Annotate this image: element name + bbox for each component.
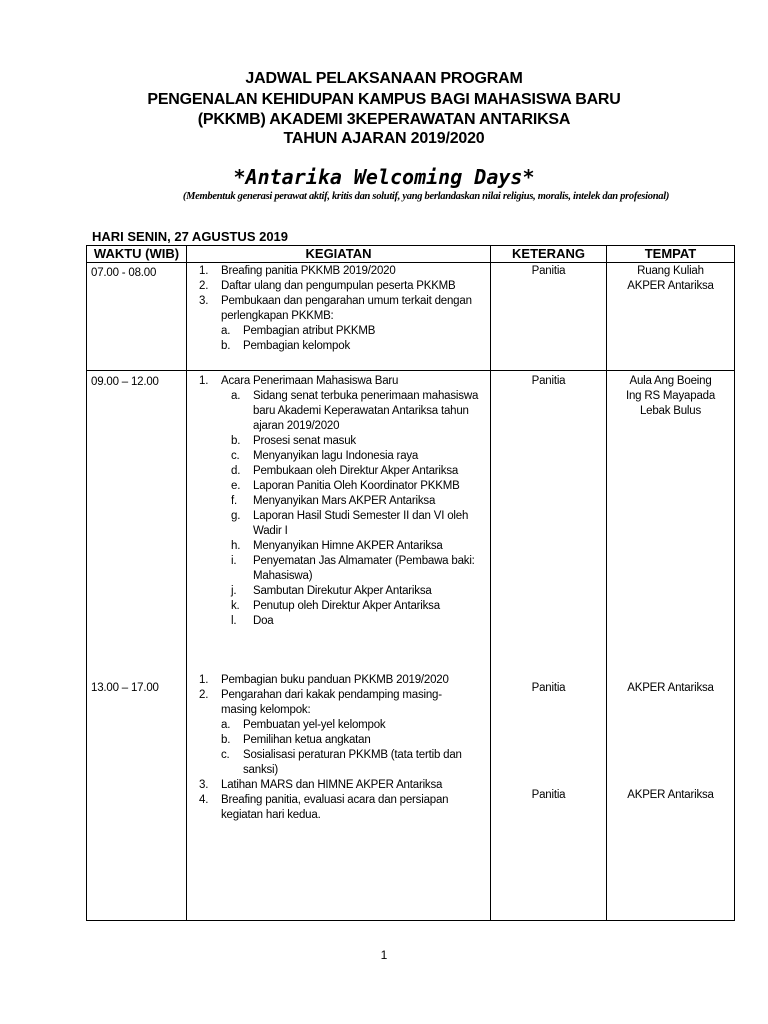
list-item: 1. Breafing panitia PKKMB 2019/2020 [199, 265, 396, 277]
table-row [87, 263, 735, 371]
column-header-keterangan: KETERANG [491, 246, 607, 263]
doc-title-line-2: PENGENALAN KEHIDUPAN KAMPUS BAGI MAHASISWA BARU [147, 91, 621, 108]
doc-title-line-1: JADWAL PELAKSANAAN PROGRAM [245, 70, 523, 87]
list-subitem: l. Doa [231, 615, 274, 627]
activity-block-morning: 1. Acara Penerimaan Mahasiswa Baru a. Sidang senat terbuka penerimaan mahasiswa baru Akademi Keperawatan Antariksa tahun ajaran 2019/2020 b. Prosesi senat masuk c. Menyanyikan lagu Indonesia raya d. Pembukaan oleh Direktur Akper Antariksa e. Laporan Panitia Oleh Koordinator PKKMB f. Menyanyikan Mars AKPER Antariksa g. Laporan Hasil Studi Semester II dan VI oleh Wadir I h. Menyanyikan Himne AKPER Antariksa i. Penyematan Jas Almamater (Pembawa baki: Mahasiswa) j. Sambutan Direkutur Akper Antariksa k. Penutup oleh Direktur Akper Antariksa l. Doa [187, 374, 490, 629]
keterangan-cell [491, 371, 607, 921]
keterangan-cell: Panitia [491, 263, 607, 371]
list-subitem: k. Penutup oleh Direktur Akper Antariksa [231, 600, 440, 612]
page-number: 1 [380, 948, 388, 962]
list-subitem: e. Laporan Panitia Oleh Koordinator PKKMB [231, 480, 460, 492]
list-subitem: c. Sosialisasi peraturan PKKMB (tata tertib dan [221, 749, 462, 761]
tempat-cell: Ruang Kuliah AKPER Antariksa [607, 263, 735, 371]
list-item: 1. Acara Penerimaan Mahasiswa Baru [199, 375, 399, 387]
list-subitem: a. Pembuatan yel-yel kelompok [221, 719, 386, 731]
tempat-label: AKPER Antariksa [627, 789, 714, 801]
event-tagline: *Antarika Welcoming Days* [233, 165, 535, 189]
keterangan-label: Panitia [531, 682, 566, 694]
column-header-tempat: TEMPAT [607, 246, 735, 263]
list-subitem: j. Sambutan Direkutur Akper Antariksa [231, 585, 432, 597]
list-item: 1. Pembagian buku panduan PKKMB 2019/2020 [199, 674, 449, 686]
tempat-cell [607, 371, 735, 921]
list-subitem: a. Sidang senat terbuka penerimaan mahasiswa [231, 390, 479, 402]
event-motto: (Membentuk generasi perawat aktif, kritis dan solutif, yang berlandaskan nilai religius, moralis, intelek dan profesional) [182, 191, 670, 202]
activity-cell [187, 263, 491, 371]
activity-block-afternoon: 1. Pembagian buku panduan PKKMB 2019/2020 2. Pengarahan dari kakak pendamping masing- masing kelompok: a. Pembuatan yel-yel kelompok b. Pemilihan ketua angkatan c. Sosialisasi peraturan PKKMB (tata tertib dan sanksi) 3. Latihan MARS dan HIMNE AKPER Antariksa 4. Breafing panitia, evaluasi acara dan persiapan kegiatan hari kedua. [187, 673, 490, 823]
list-item: 3. Latihan MARS dan HIMNE AKPER Antariksa [199, 779, 443, 791]
tempat-label: Aula Ang Boeing Ing RS Mayapada Lebak Bulus [625, 375, 716, 417]
list-subitem: b. Prosesi senat masuk [231, 435, 356, 447]
list-subitem: i. Penyematan Jas Almamater (Pembawa baki: [231, 555, 475, 567]
list-subitem: b. Pembagian kelompok [221, 340, 350, 352]
column-header-kegiatan: KEGIATAN [187, 246, 491, 263]
list-subitem: f. Menyanyikan Mars AKPER Antariksa [231, 495, 436, 507]
day-heading: HARI SENIN, 27 AGUSTUS 2019 [92, 229, 289, 244]
list-subitem: c. Menyanyikan lagu Indonesia raya [231, 450, 419, 462]
time-cell [87, 263, 187, 371]
activity-cell [187, 371, 491, 921]
list-item: 4. Breafing panitia, evaluasi acara dan persiapan [199, 794, 449, 806]
list-item-continuation: perlengkapan PKKMB: [221, 310, 334, 322]
keterangan-label: Panitia [531, 789, 566, 801]
column-header-waktu: WAKTU (WIB) [87, 246, 187, 263]
list-subitem: a. Pembagian atribut PKKMB [221, 325, 376, 337]
doc-title-line-4: TAHUN AJARAN 2019/2020 [283, 130, 485, 147]
tempat-label: AKPER Antariksa [627, 682, 714, 694]
table-row [87, 371, 735, 921]
table-header-row [87, 246, 735, 263]
schedule-table [86, 245, 735, 921]
list-item: 2. Daftar ulang dan pengumpulan peserta PKKMB [199, 280, 456, 292]
list-item: 2. Pengarahan dari kakak pendamping masing- [199, 689, 442, 701]
list-subitem: g. Laporan Hasil Studi Semester II dan VI oleh [231, 510, 469, 522]
time-label: 07.00 - 08.00 [91, 267, 157, 279]
time-label: 09.00 – 12.00 [91, 376, 159, 388]
doc-title-line-3: (PKKMB) AKADEMI 3KEPERAWATAN ANTARIKSA [197, 111, 571, 128]
list-subitem: b. Pemilihan ketua angkatan [221, 734, 371, 746]
time-label: 13.00 – 17.00 [91, 682, 159, 694]
list-subitem: h. Menyanyikan Himne AKPER Antariksa [231, 540, 443, 552]
keterangan-label: Panitia [531, 375, 566, 387]
list-item: 3. Pembukaan dan pengarahan umum terkait dengan [199, 295, 472, 307]
list-subitem: d. Pembukaan oleh Direktur Akper Antariksa [231, 465, 459, 477]
time-cell [87, 371, 187, 921]
